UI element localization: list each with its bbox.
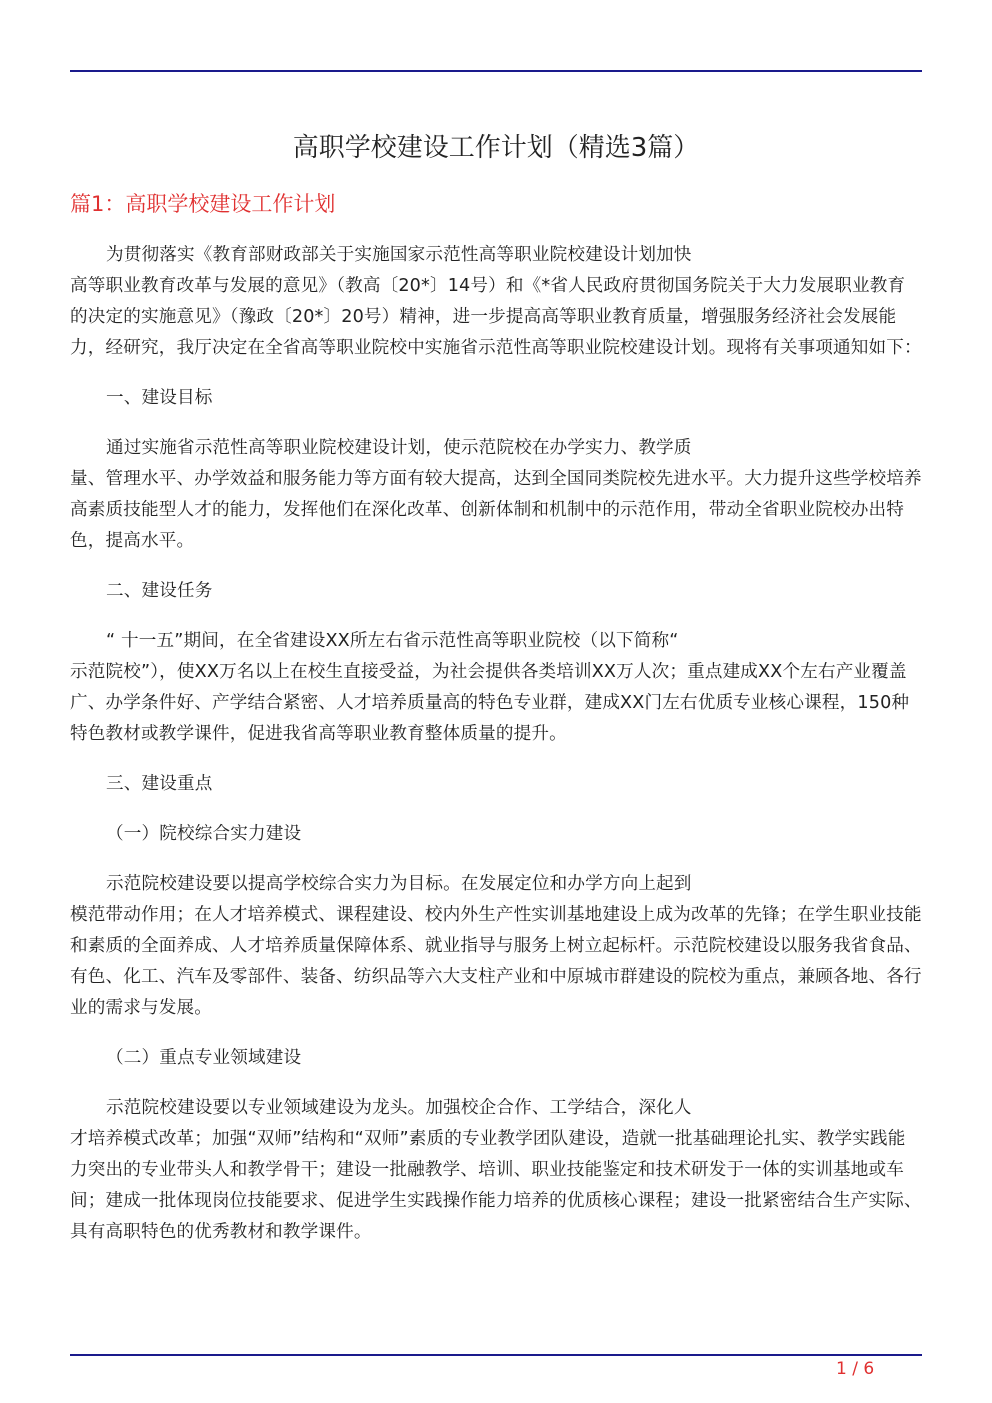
- document-title: 高职学校建设工作计划（精选3篇）: [292, 133, 700, 163]
- header-rule: [70, 70, 922, 72]
- heading-tasks: 二、建设任务: [106, 581, 213, 601]
- paragraph-goals: 通过实施省示范性高等职业院校建设计划，使示范院校在办学实力、教学质 量、管理水平、办学效益和服务能力等方面有较大提高，达到全国同类院校先进水平。大力提升这些学校培养高素质技能型人才的能力，发挥他们在深化改革、创新体制和机制中的示范作用，带动全省职业院校办出特色，提高水平。: [70, 438, 922, 551]
- section-heading: 篇1：高职学校建设工作计划: [70, 192, 336, 216]
- subheading-overall-strength: （一）院校综合实力建设: [106, 824, 302, 844]
- page-number: 1 / 6: [836, 1359, 875, 1379]
- paragraph-intro: 为贯彻落实《教育部财政部关于实施国家示范性高等职业院校建设计划加快 高等职业教育改革与发展的意见》（教高〔20*〕14号）和《*省人民政府贯彻国务院关于大力发展职业教育的决定的实施意见》（豫政〔20*〕20号）精神，进一步提高高等职业教育质量，增强服务经济社会发展能力，经研究，我厅决定在全省高等职业院校中实施省示范性高等职业院校建设计划。现将有关事项通知如下：: [70, 245, 922, 358]
- document-body: [70, 240, 922, 1267]
- heading-focus: 三、建设重点: [106, 774, 213, 794]
- paragraph-key-majors: 示范院校建设要以专业领域建设为龙头。加强校企合作、工学结合，深化人 才培养模式改革；加强“双师”结构和“双师”素质的专业教学团队建设，造就一批基础理论扎实、教学实践能力突出的专业带头人和教学骨干；建设一批融教学、培训、职业技能鉴定和技术研发于一体的实训基地或车间；建成一批体现岗位技能要求、促进学生实践操作能力培养的优质核心课程；建设一批紧密结合生产实际、具有高职特色的优秀教材和教学课件。: [70, 1098, 922, 1242]
- paragraph-overall-strength: 示范院校建设要以提高学校综合实力为目标。在发展定位和办学方向上起到 模范带动作用；在人才培养模式、课程建设、校内外生产性实训基地建设上成为改革的先锋；在学生职业技能和素质的全面养成、人才培养质量保障体系、就业指导与服务上树立起标杆。示范院校建设以服务我省食品、有色、化工、汽车及零部件、装备、纺织品等六大支柱产业和中原城市群建设的院校为重点，兼顾各地、各行业的需求与发展。: [70, 874, 922, 1018]
- subheading-key-majors: （二）重点专业领域建设: [106, 1048, 302, 1068]
- footer-rule: [70, 1354, 922, 1356]
- heading-goals: 一、建设目标: [106, 388, 213, 408]
- paragraph-tasks: “ 十一五”期间，在全省建设XX所左右省示范性高等职业院校（以下简称“ 示范院校”），使XX万名以上在校生直接受益，为社会提供各类培训XX万人次；重点建成XX个左右产业覆盖广、办学条件好、产学结合紧密、人才培养质量高的特色专业群，建成XX门左右优质专业核心课程，150种特色教材或教学课件，促进我省高等职业教育整体质量的提升。: [70, 631, 910, 744]
